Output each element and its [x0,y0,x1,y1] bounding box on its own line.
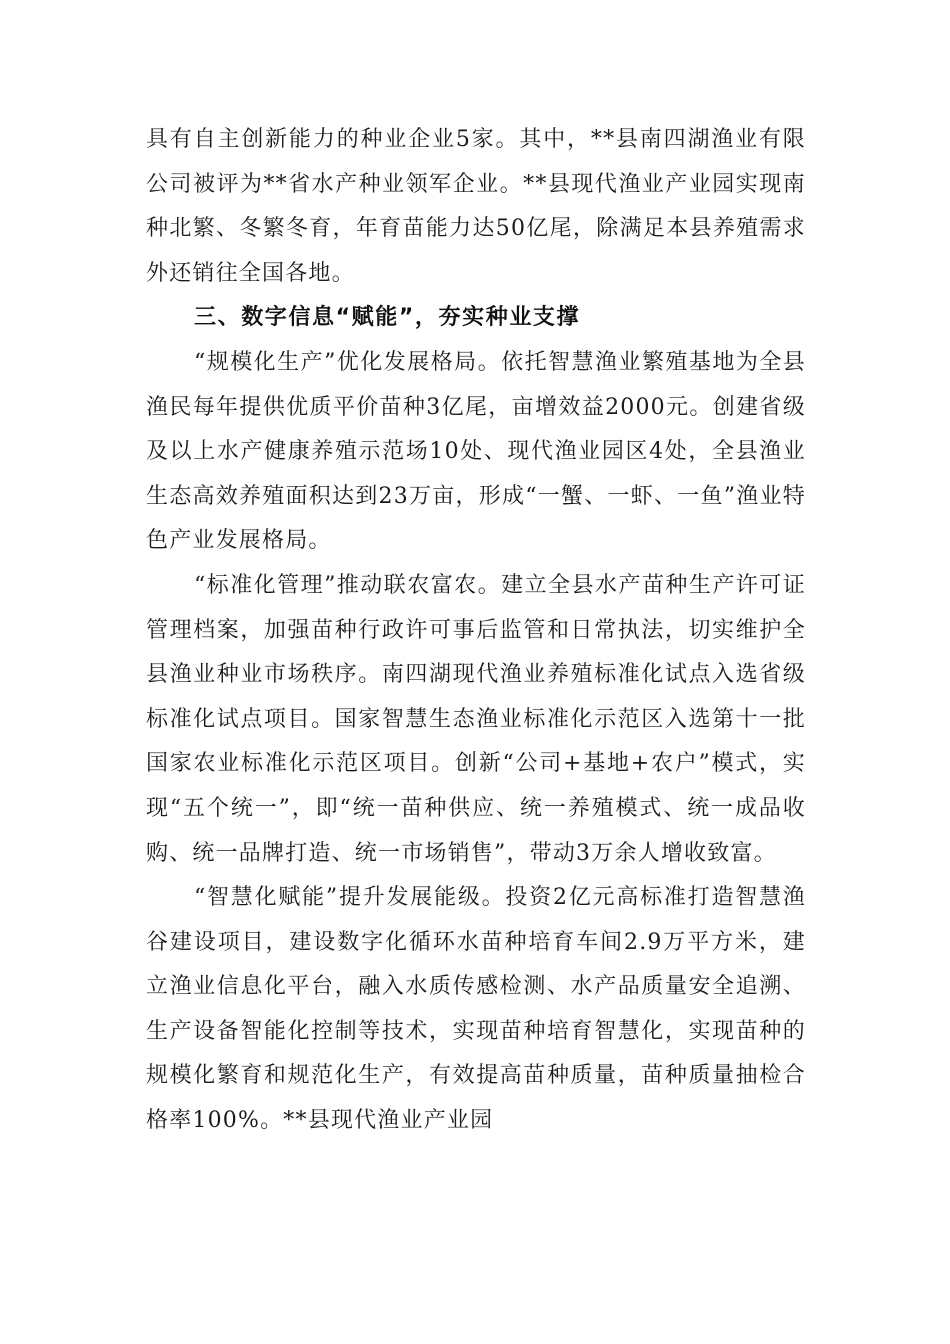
paragraph-continuation: 具有自主创新能力的种业企业5家。其中，**县南四湖渔业有限公司被评为**省水产种业领军企业。**县现代渔业产业园实现南种北繁、冬繁冬育，年育苗能力达50亿尾，除满足本县养殖需求外还销往全国各地。 [146,127,806,286]
paragraph-smart-empowerment: “智慧化赋能”提升发展能级。投资2亿元高标准打造智慧渔谷建设项目，建设数字化循环水苗种培育车间2.9万平方米，建立渔业信息化平台，融入水质传感检测、水产品质量安全追溯、生产设备智能化控制等技术，实现苗种培育智慧化，实现苗种的规模化繁育和规范化生产，有效提高苗种质量，苗种质量抽检合格率100%。**县现代渔业产业园 [146,885,806,1134]
paragraph-scale-production: “规模化生产”优化发展格局。依托智慧渔业繁殖基地为全县渔民每年提供优质平价苗种3亿尾，亩增效益2000元。创建省级及以上水产健康养殖示范场10处、现代渔业园区4处，全县渔业生态高效养殖面积达到23万亩，形成“一蟹、一虾、一鱼”渔业特色产业发展格局。 [146,349,806,554]
document-body [146,118,806,1144]
section-heading: 三、数字信息“赋能”，夯实种业支撑 [194,305,581,331]
paragraph-standardized-management: “标准化管理”推动联农富农。建立全县水产苗种生产许可证管理档案，加强苗种行政许可事后监管和日常执法，切实维护全县渔业种业市场秩序。南四湖现代渔业养殖标准化试点入选省级标准化试点项目。国家智慧生态渔业标准化示范区入选第十一批国家农业标准化示范区项目。创新“公司+基地+农户”模式，实现“五个统一”，即“统一苗种供应、统一养殖模式、统一成品收购、统一品牌打造、统一市场销售”，带动3万余人增收致富。 [146,572,806,866]
